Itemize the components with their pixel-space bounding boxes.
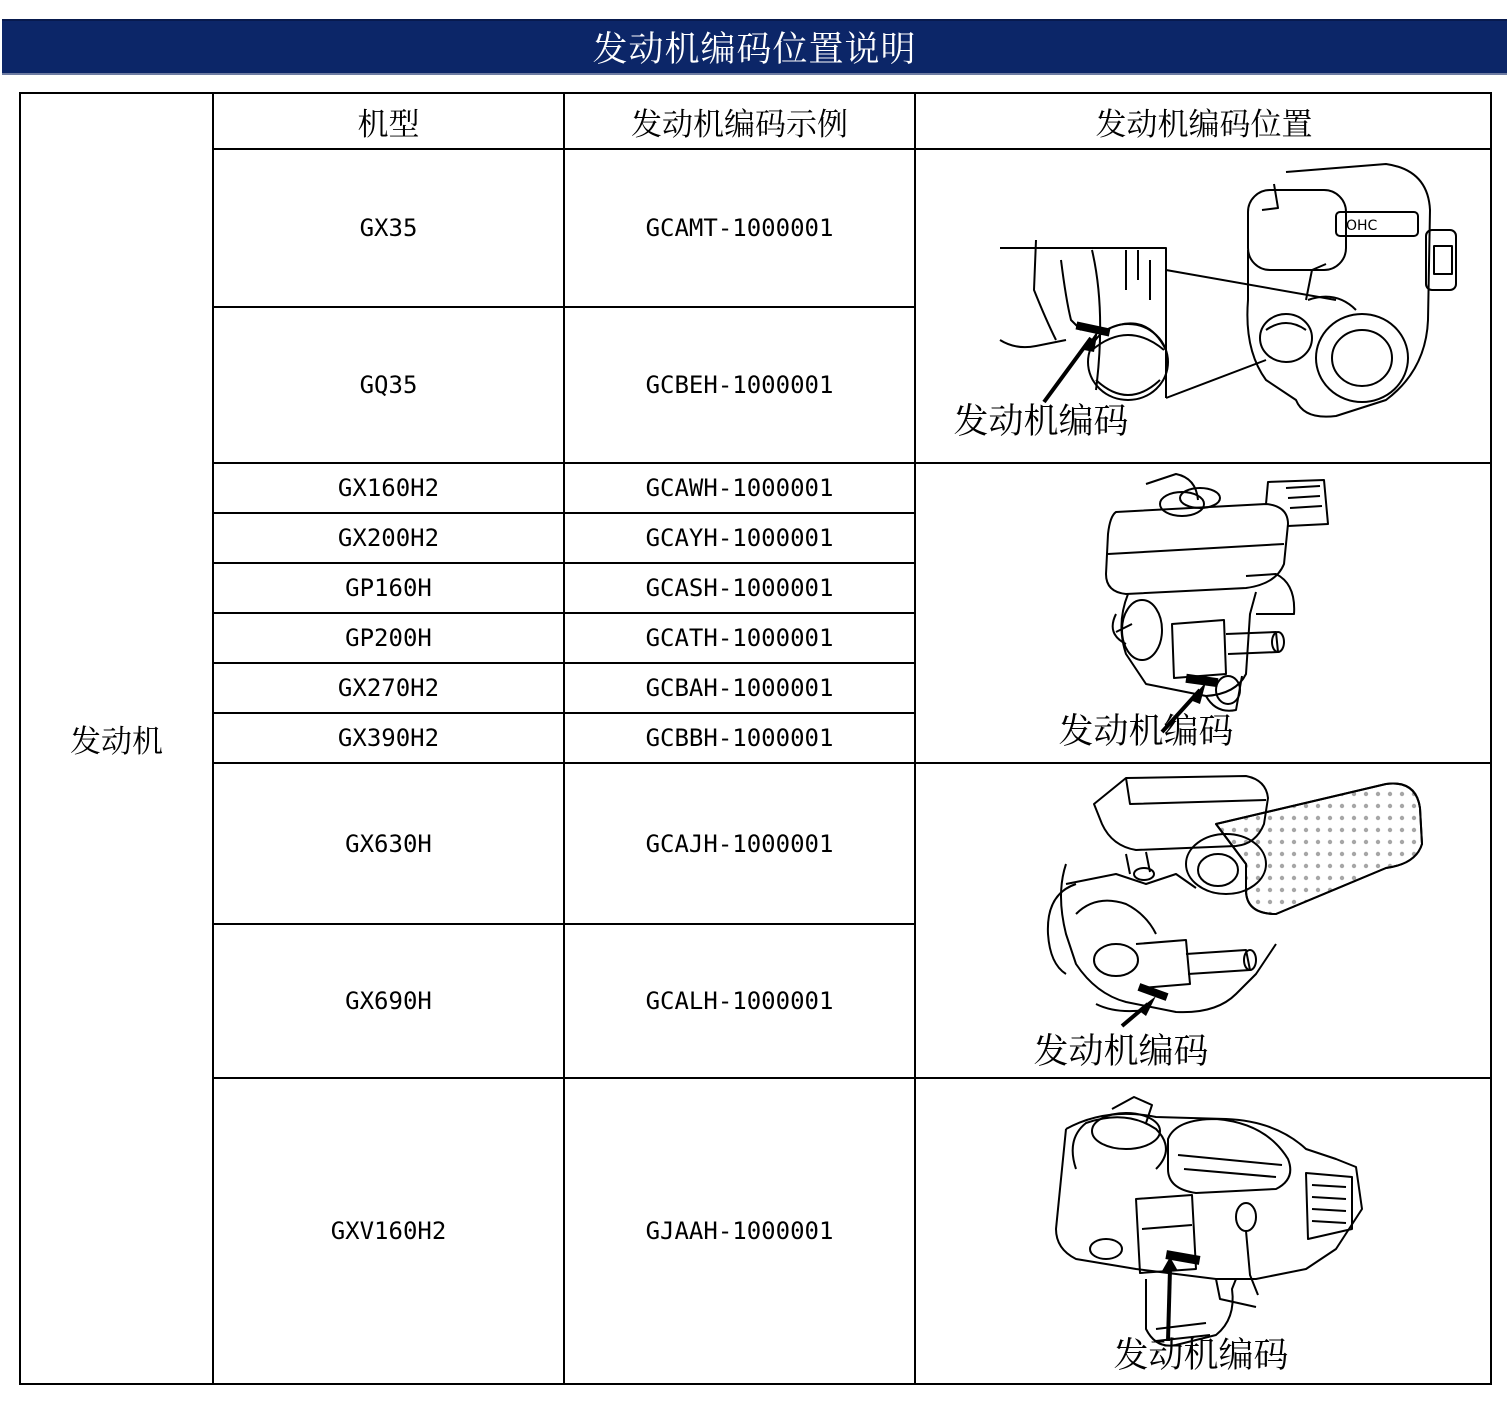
- table-row-code: GCAMT-1000001: [645, 214, 834, 242]
- table-row-model: GXV160H2: [330, 1217, 447, 1245]
- table-row-model: GX200H2: [337, 524, 440, 552]
- table-row-code: GCATH-1000001: [645, 624, 834, 652]
- table-row-model: GX390H2: [337, 724, 440, 752]
- table-row-code: GCBEH-1000001: [645, 371, 834, 399]
- table-row-model: GX630H: [345, 829, 432, 858]
- header-location: 发动机编码位置: [1095, 106, 1313, 143]
- table-row-model: GX160H2: [337, 474, 440, 502]
- header-model: 机型: [357, 106, 420, 143]
- table-row-model: GX270H2: [337, 674, 440, 702]
- table-row-code: GCAJH-1000001: [645, 829, 834, 858]
- table-row-code: GJAAH-1000001: [645, 1217, 834, 1245]
- page-title: 发动机编码位置说明: [2, 19, 1507, 75]
- header-example: 发动机编码示例: [631, 106, 848, 143]
- category-label: 发动机: [70, 724, 163, 760]
- svg-text:OHC: OHC: [1346, 218, 1378, 234]
- table-row-code: GCALH-1000001: [645, 987, 834, 1015]
- engine-code-table: [19, 92, 1492, 1385]
- table-row-model: GX35: [359, 214, 418, 242]
- engine-code-callout: 发动机编码: [953, 402, 1129, 442]
- table-row-code: GCBAH-1000001: [645, 674, 834, 702]
- table-row-model: GP160H: [345, 574, 432, 602]
- table-row-code: GCAWH-1000001: [645, 474, 834, 502]
- table-row-model: GX690H: [345, 987, 432, 1015]
- table-row-model: GP200H: [345, 624, 432, 652]
- table-row-code: GCAYH-1000001: [645, 524, 834, 552]
- engine-code-callout: 发动机编码: [1113, 1336, 1289, 1376]
- table-row-code: GCASH-1000001: [645, 574, 834, 602]
- engine-code-callout: 发动机编码: [1033, 1032, 1209, 1072]
- table-row-model: GQ35: [359, 371, 418, 399]
- engine-code-callout: 发动机编码: [1058, 712, 1234, 752]
- table-row-code: GCBBH-1000001: [645, 724, 834, 752]
